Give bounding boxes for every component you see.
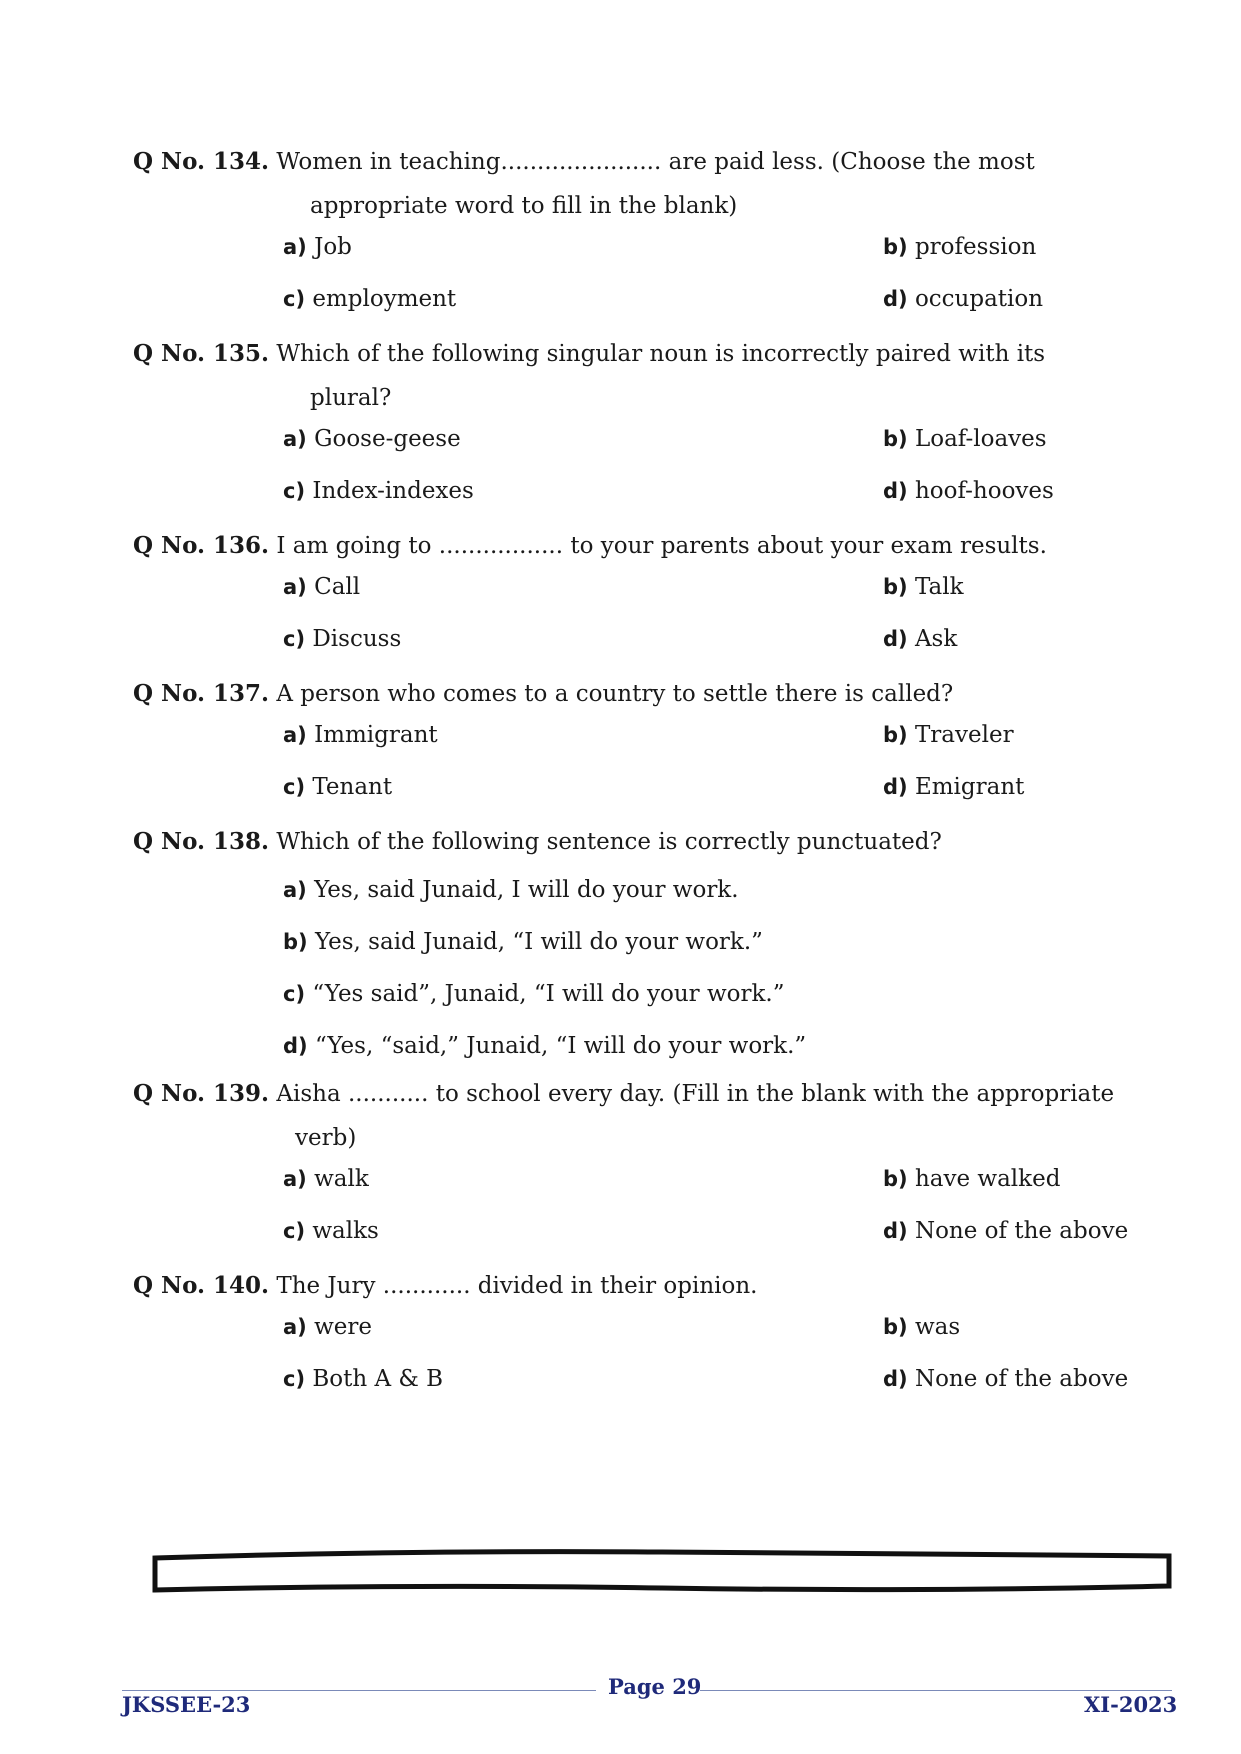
footer-rule-right <box>700 1690 1172 1691</box>
question-number: Q No. 137. <box>133 680 270 707</box>
option-a: a) walk <box>283 1166 369 1192</box>
question-number: Q No. 140. <box>133 1272 270 1299</box>
option-c: c) Both A & B <box>283 1366 444 1392</box>
option-d: d) Ask <box>883 626 958 652</box>
option-a: a) were <box>283 1314 372 1340</box>
option-d: d) Emigrant <box>883 774 1025 800</box>
option-row <box>133 716 1173 768</box>
option-c: c) employment <box>283 286 457 312</box>
question-text-continued: verb) <box>295 1125 357 1151</box>
question-140 <box>133 1264 1173 1308</box>
option-row <box>133 1212 1173 1264</box>
footer-rule-left <box>122 1690 596 1691</box>
question-text: Which of the following singular noun is incorrectly paired with its <box>269 341 1046 367</box>
option-row <box>133 1160 1173 1212</box>
option-row <box>133 620 1173 672</box>
option-c: c) Index-indexes <box>283 478 474 504</box>
page-number: Page 29 <box>608 1674 702 1699</box>
option-row <box>133 1360 1173 1412</box>
footer-year-code: XI-2023 <box>1084 1692 1178 1717</box>
question-text: Which of the following sentence is correctly punctuated? <box>269 829 942 855</box>
question-text: I am going to ................. to your parents about your exam results. <box>269 533 1047 559</box>
option-b: b) have walked <box>883 1166 1061 1192</box>
option-row <box>133 228 1173 280</box>
option-c: c) “Yes said”, Junaid, “I will do your work.” <box>283 981 785 1007</box>
question-text: A person who comes to a country to settle there is called? <box>269 681 954 707</box>
question-138 <box>133 820 1173 864</box>
option-row <box>133 472 1173 524</box>
option-d: d) hoof-hooves <box>883 478 1054 504</box>
question-text: Aisha ........... to school every day. (Fill in the blank with the appropriate <box>269 1081 1115 1107</box>
question-136 <box>133 524 1173 568</box>
question-text-continued: appropriate word to fill in the blank) <box>310 193 738 219</box>
question-139 <box>133 1072 1173 1116</box>
option-b: b) Talk <box>883 574 964 600</box>
option-b: b) Yes, said Junaid, “I will do your work.” <box>283 929 763 955</box>
option-d: d) “Yes, “said,” Junaid, “I will do your work.” <box>283 1033 807 1059</box>
option-b: b) Loaf-loaves <box>883 426 1047 452</box>
decorative-banner <box>152 1548 1172 1594</box>
option-row <box>133 420 1173 472</box>
question-number: Q No. 139. <box>133 1080 270 1107</box>
option-a: a) Goose-geese <box>283 426 461 452</box>
question-number: Q No. 135. <box>133 340 270 367</box>
question-text: The Jury ............ divided in their opinion. <box>269 1273 758 1299</box>
question-number: Q No. 136. <box>133 532 270 559</box>
question-135 <box>133 332 1173 376</box>
question-number: Q No. 138. <box>133 828 270 855</box>
option-a: a) Immigrant <box>283 722 438 748</box>
option-a: a) Call <box>283 574 361 600</box>
option-b: b) was <box>883 1314 961 1340</box>
option-b: b) Traveler <box>883 722 1014 748</box>
option-b: b) profession <box>883 234 1037 260</box>
option-row <box>133 1308 1173 1360</box>
footer-exam-code: JKSSEE-23 <box>122 1692 251 1717</box>
question-text: Women in teaching...................... are paid less. (Choose the most <box>269 149 1035 175</box>
question-number: Q No. 134. <box>133 148 270 175</box>
option-d: d) None of the above <box>883 1218 1129 1244</box>
option-c: c) Tenant <box>283 774 393 800</box>
option-row <box>133 768 1173 820</box>
option-d: d) occupation <box>883 286 1044 312</box>
option-c: c) Discuss <box>283 626 402 652</box>
question-text-continued: plural? <box>310 385 392 411</box>
option-c: c) walks <box>283 1218 379 1244</box>
option-row <box>133 280 1173 332</box>
option-a: a) Yes, said Junaid, I will do your work. <box>283 877 739 903</box>
question-134 <box>133 140 1173 184</box>
option-a: a) Job <box>283 234 352 260</box>
question-list <box>133 140 1173 1412</box>
question-137 <box>133 672 1173 716</box>
option-d: d) None of the above <box>883 1366 1129 1392</box>
option-row <box>133 568 1173 620</box>
